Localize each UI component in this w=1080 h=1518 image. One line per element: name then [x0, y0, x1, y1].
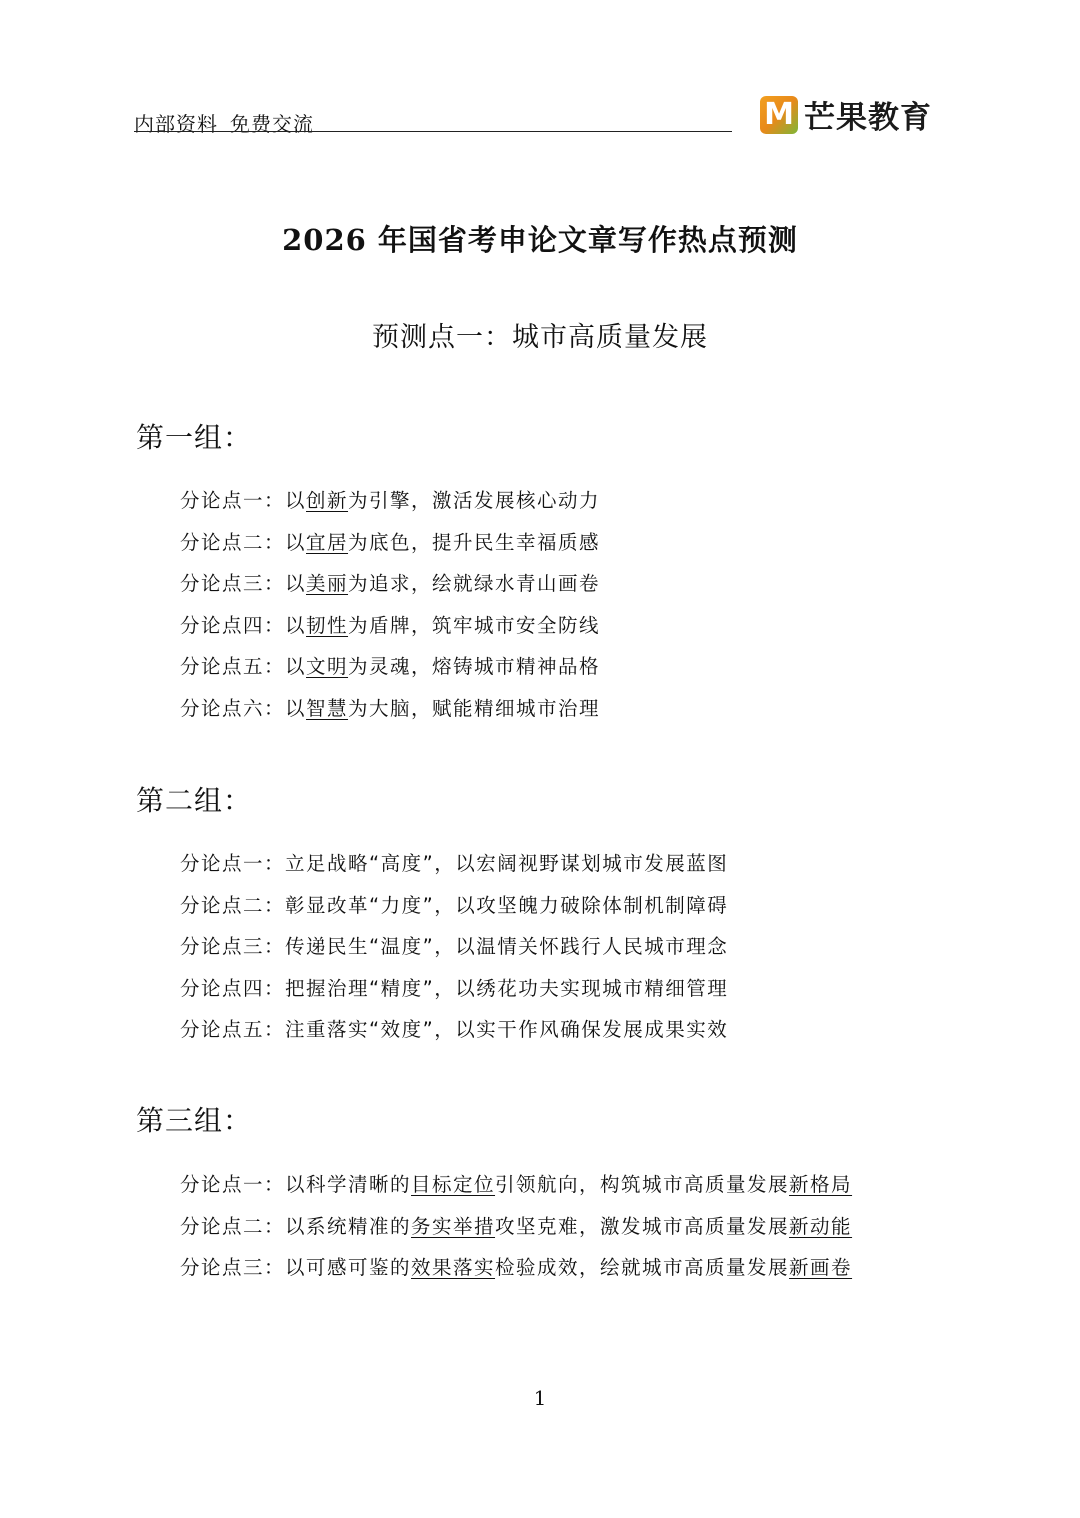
- list-item: 分论点一：以创新为引擎，激活发展核心动力: [180, 489, 601, 512]
- group-1-title: 第一组：: [136, 421, 253, 454]
- header-label: [134, 108, 326, 137]
- page-header: [0, 0, 1080, 140]
- document-title: 2026 年国省考申论文章写作热点预测: [282, 223, 798, 257]
- keyword: 韧性: [306, 613, 349, 637]
- header-free-label: 免费交流: [230, 112, 314, 136]
- keyword: 创新: [306, 489, 349, 512]
- list-item: 分论点四：把握治理“精度”，以绣花功夫实现城市精细管理: [180, 976, 729, 1000]
- keyword: 新动能: [789, 1214, 853, 1238]
- keyword: 文明: [306, 655, 349, 679]
- list-item: 分论点三：传递民生“温度”，以温情关怀践行人民城市理念: [180, 935, 729, 959]
- list-item: 分论点二：以系统精准的务实举措攻坚克难，激发城市高质量发展新动能: [180, 1214, 853, 1238]
- list-item: 分论点二：彰显改革“力度”，以攻坚魄力破除体制机制障碍: [180, 893, 729, 917]
- list-item: 分论点三：以可感可鉴的效果落实检验成效，绘就城市高质量发展新画卷: [180, 1256, 853, 1280]
- header-divider: [134, 131, 732, 132]
- list-item: 分论点四：以韧性为盾牌，筑牢城市安全防线: [180, 613, 601, 637]
- keyword: 目标定位: [411, 1173, 496, 1196]
- brand-name: 芒果教育: [804, 100, 932, 136]
- header-internal-label: 内部资料: [134, 112, 218, 136]
- brand-logo: [760, 92, 932, 137]
- group-2-points: [180, 843, 728, 1051]
- list-item: 分论点一：立足战略“高度”，以宏阔视野谋划城市发展蓝图: [180, 852, 729, 875]
- keyword: 新格局: [789, 1173, 853, 1196]
- keyword: 美丽: [306, 572, 349, 596]
- group-3-points: [180, 1164, 852, 1289]
- list-item: 分论点五：以文明为灵魂，熔铸城市精神品格: [180, 655, 601, 679]
- list-item: 分论点一：以科学清晰的目标定位引领航向，构筑城市高质量发展新格局: [180, 1173, 853, 1196]
- page-number: 1: [533, 1386, 547, 1410]
- keyword: 效果落实: [411, 1256, 496, 1280]
- keyword: 新画卷: [789, 1256, 853, 1280]
- group-1-points: [180, 480, 600, 730]
- keyword: 宜居: [306, 530, 349, 554]
- group-2-title: 第二组：: [136, 784, 253, 817]
- group-3-title: 第三组：: [136, 1104, 253, 1137]
- document-subtitle: 预测点一：城市高质量发展: [372, 322, 708, 353]
- mango-logo-icon: M: [760, 96, 798, 134]
- keyword: 务实举措: [411, 1214, 496, 1238]
- list-item: 分论点二：以宜居为底色，提升民生幸福质感: [180, 530, 601, 554]
- list-item: 分论点五：注重落实“效度”，以实干作风确保发展成果实效: [180, 1018, 729, 1042]
- list-item: 分论点三：以美丽为追求，绘就绿水青山画卷: [180, 572, 601, 596]
- list-item: 分论点六：以智慧为大脑，赋能精细城市治理: [180, 696, 601, 720]
- keyword: 智慧: [306, 696, 349, 720]
